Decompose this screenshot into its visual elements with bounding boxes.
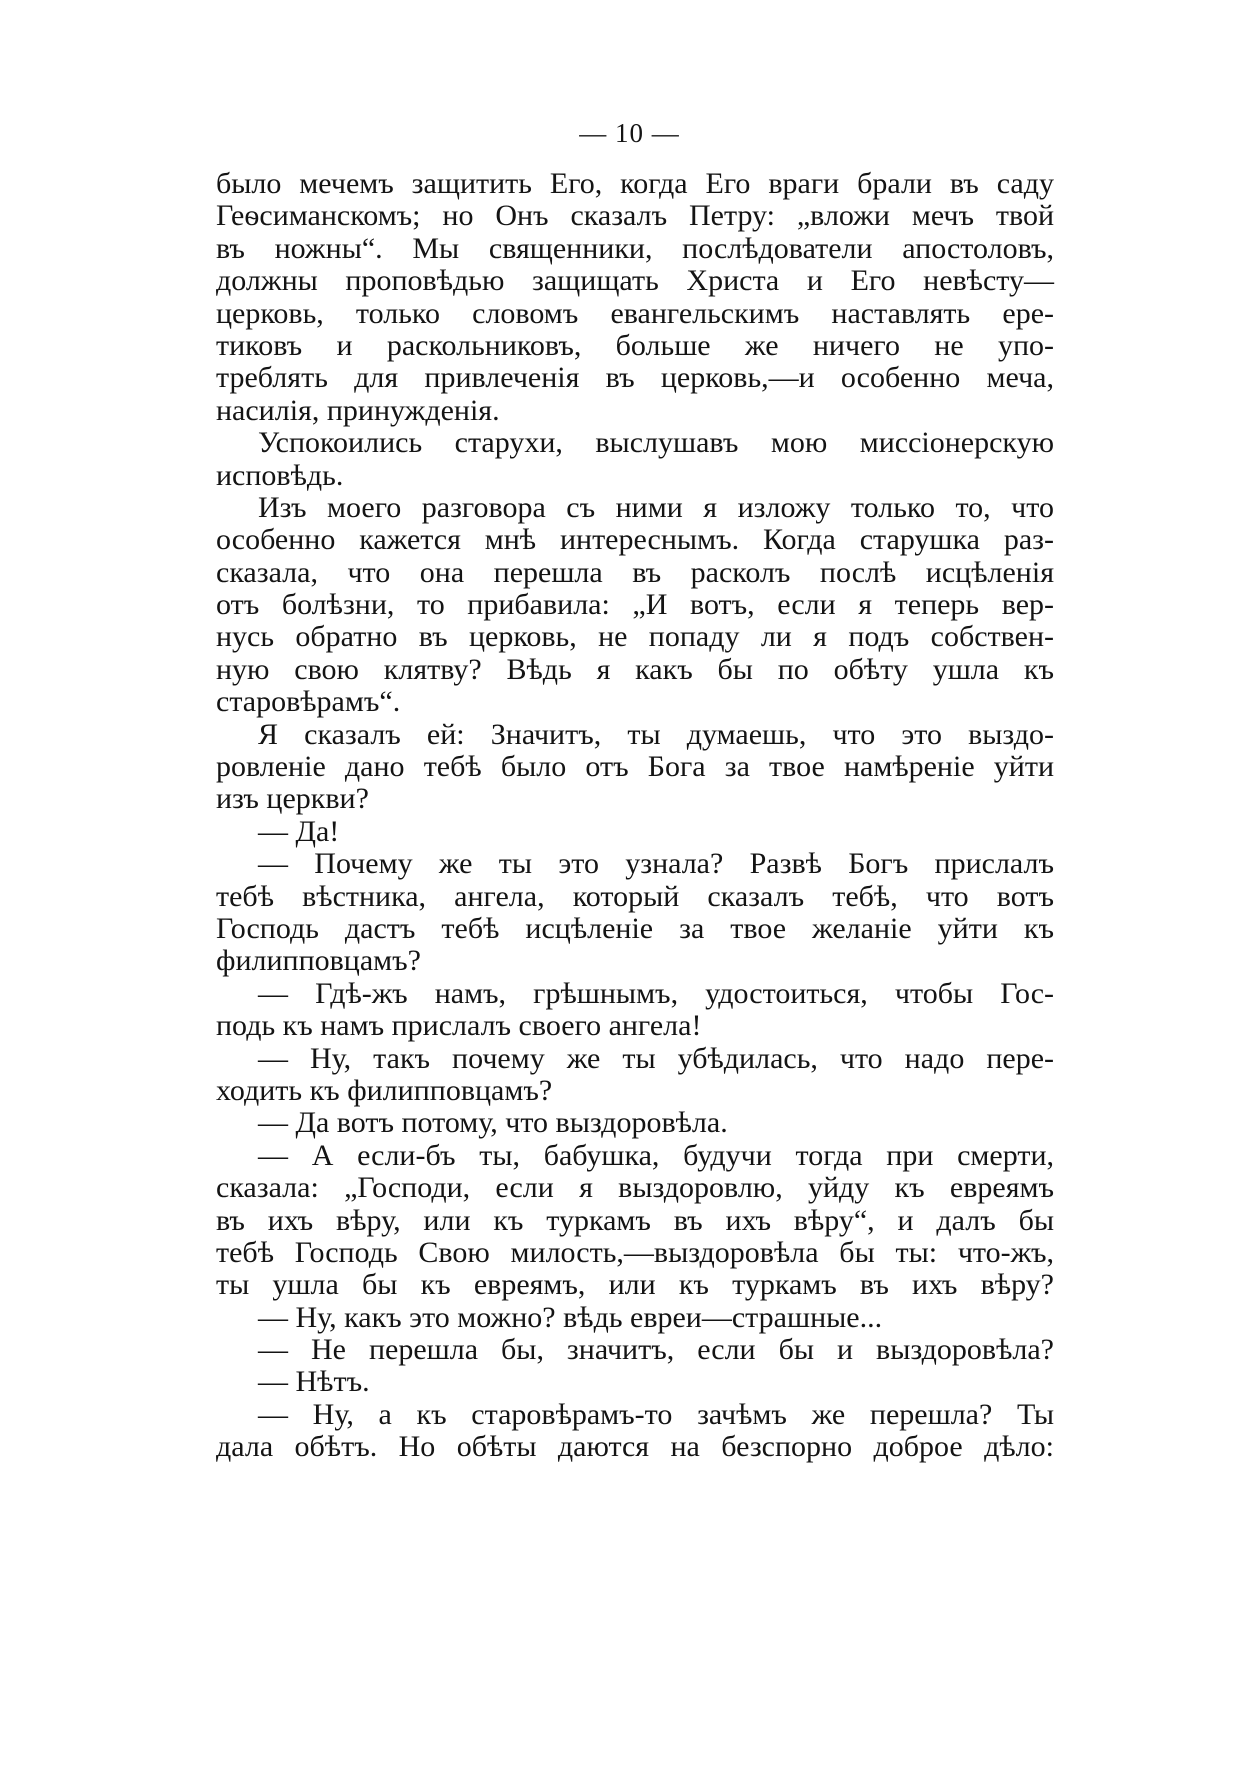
- text-line: Геѳсиманскомъ; но Онъ сказалъ Петру: „вложи мечъ твой: [216, 199, 1054, 233]
- text-line: треблять для привлеченія въ церковь,—и особенно меча,: [216, 361, 1054, 395]
- page-number: — 10 —: [579, 118, 680, 148]
- text-line: сказала: „Господи, если я выздоровлю, уйду къ евреямъ: [216, 1171, 1054, 1205]
- text-line: Изъ моего разговора съ ними я изложу только то, что: [258, 490, 1054, 524]
- text-line: дала обѣтъ. Но обѣты даются на безспорно доброе дѣло:: [216, 1430, 1054, 1464]
- text-line: особенно кажется мнѣ интереснымъ. Когда старушка раз-: [216, 523, 1054, 557]
- text-line: — Ну, такъ почему же ты убѣдилась, что надо пере-: [258, 1041, 1054, 1075]
- text-line: было мечемъ защитить Его, когда Его враги брали въ саду: [216, 167, 1054, 200]
- text-line: нусь обратно въ церковь, не попаду ли я подъ собствен-: [216, 620, 1054, 654]
- text-line: исповѣдь.: [216, 458, 344, 492]
- text-line: Я сказалъ ей: Значитъ, ты думаешь, что это выздо-: [258, 717, 1054, 751]
- text-line: Успокоились старухи, выслушавъ мою миссіонерскую: [258, 426, 1054, 460]
- text-line: въ ихъ вѣру, или къ туркамъ въ ихъ вѣру“, и далъ бы: [216, 1203, 1054, 1237]
- text-line: — Да!: [258, 814, 340, 848]
- text-line: ровленіе дано тебѣ было отъ Бога за твое намѣреніе уйти: [216, 750, 1054, 784]
- text-line: тиковъ и раскольниковъ, больше же ничего не упо-: [216, 328, 1054, 362]
- text-line: въ ножны“. Мы священники, послѣдователи апостоловъ,: [216, 231, 1054, 265]
- text-line: — А если-бъ ты, бабушка, будучи тогда при смерти,: [258, 1138, 1054, 1172]
- text-line: отъ болѣзни, то прибавила: „И вотъ, если я теперь вер-: [216, 588, 1054, 622]
- text-line: подь къ намъ прислалъ своего ангела!: [216, 1009, 702, 1043]
- text-line: насилія, принужденія.: [216, 393, 500, 427]
- text-line: старовѣрамъ“.: [216, 685, 401, 719]
- text-line: должны проповѣдью защищать Христа и Его невѣсту—: [216, 264, 1054, 298]
- text-line: — Нѣтъ.: [258, 1365, 370, 1399]
- text-line: изъ церкви?: [216, 782, 369, 816]
- text-line: — Ну, а къ старовѣрамъ-то зачѣмъ же перешла? Ты: [258, 1397, 1054, 1431]
- text-line: Господь дастъ тебѣ исцѣленіе за твое желаніе уйти къ: [216, 911, 1054, 945]
- text-line: церковь, только словомъ евангельскимъ наставлять ере-: [216, 296, 1054, 330]
- text-line: филипповцамъ?: [216, 944, 421, 978]
- body-text: [216, 168, 1054, 1464]
- text-line: ты ушла бы къ евреямъ, или къ туркамъ въ ихъ вѣру?: [216, 1268, 1054, 1302]
- text-line: ную свою клятву? Вѣдь я какъ бы по обѣту ушла къ: [216, 652, 1054, 686]
- text-line: тебѣ вѣстника, ангела, который сказалъ тебѣ, что вотъ: [216, 879, 1054, 913]
- text-line: — Не перешла бы, значитъ, если бы и выздоровѣла?: [258, 1333, 1054, 1367]
- text-line: ходить къ филипповцамъ?: [216, 1073, 553, 1107]
- text-line: — Гдѣ-жъ намъ, грѣшнымъ, удостоиться, чтобы Гос-: [258, 976, 1054, 1010]
- text-line: — Почему же ты это узнала? Развѣ Богъ прислалъ: [258, 847, 1054, 881]
- text-line: сказала, что она перешла въ расколъ послѣ исцѣленія: [216, 555, 1054, 589]
- text-line: тебѣ Господь Свою милость,—выздоровѣла бы ты: что-жъ,: [216, 1235, 1054, 1269]
- text-line: — Да вотъ потому, что выздоровѣла.: [258, 1106, 728, 1140]
- text-line: — Ну, какъ это можно? вѣдь евреи—страшные...: [258, 1300, 883, 1334]
